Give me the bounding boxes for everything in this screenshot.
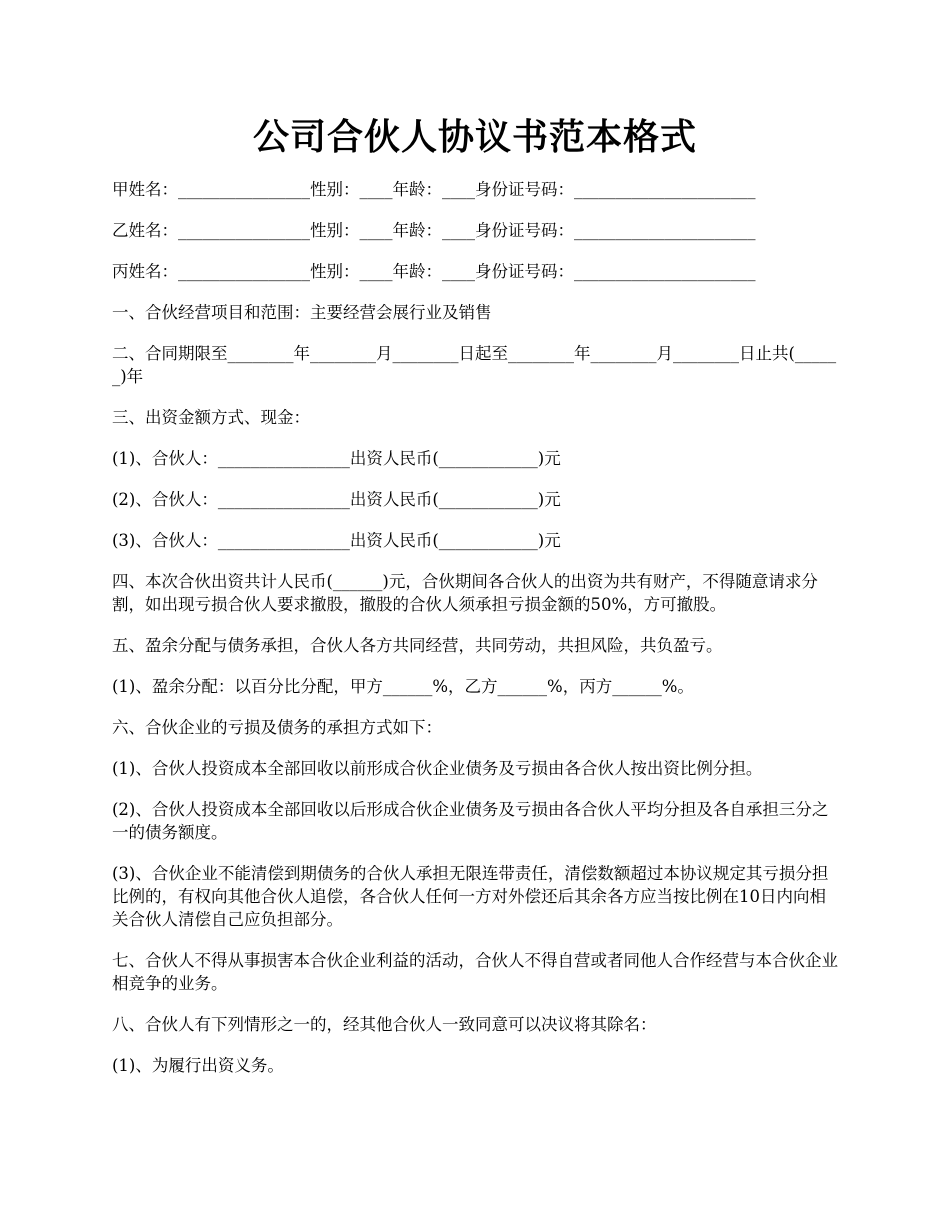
document-title: 公司合伙人协议书范本格式 bbox=[252, 116, 697, 158]
clause-7-non-compete: 七、合伙人不得从事损害本合伙企业利益的活动，合伙人不得自营或者同他人合作经营与本合伙企业相竞争的业务。 bbox=[112, 951, 838, 993]
loss-debt-item-1: (1)、合伙人投资成本全部回收以前形成合伙企业债务及亏损由各合伙人按出资比例分担。 bbox=[112, 759, 763, 778]
clause-5-profit-debt: 五、盈余分配与债务承担，合伙人各方共同经营，共同劳动，共担风险，共负盈亏。 bbox=[112, 636, 723, 655]
contribution-item-1: (1)、合伙人：________________出资人民币(____________)元 bbox=[112, 449, 561, 468]
contribution-item-3: (3)、合伙人：________________出资人民币(____________)元 bbox=[112, 531, 561, 550]
contribution-item-2: (2)、合伙人：________________出资人民币(____________)元 bbox=[112, 490, 561, 509]
party-a-info-line: 甲姓名：________________性别：____年龄：____身份证号码：______________________ bbox=[112, 180, 756, 199]
loss-debt-item-2: (2)、合伙人投资成本全部回收以后形成合伙企业债务及亏损由各合伙人平均分担及各自承担三分之一的债务额度。 bbox=[112, 800, 829, 842]
loss-debt-item-3: (3)、合伙企业不能清偿到期债务的合伙人承担无限连带责任，清偿数额超过本协议规定其亏损分担比例的，有权向其他合伙人追偿，各合伙人任何一方对外偿还后其余各方应当按比例在10日内向相关合伙人清偿自己应负担部分。 bbox=[112, 864, 829, 929]
clause-1-business-scope: 一、合伙经营项目和范围：主要经营会展行业及销售 bbox=[112, 303, 492, 322]
clause-3-capital-contribution: 三、出资金额方式、现金： bbox=[112, 408, 310, 427]
party-c-info-line: 丙姓名：________________性别：____年龄：____身份证号码：______________________ bbox=[112, 262, 756, 281]
party-b-info-line: 乙姓名：________________性别：____年龄：____身份证号码：______________________ bbox=[112, 221, 756, 240]
clause-2-contract-term: 二、合同期限至________年________月________日起至________年________月________日止共(______)年 bbox=[112, 344, 837, 386]
clause-6-loss-debt: 六、合伙企业的亏损及债务的承担方式如下： bbox=[112, 718, 442, 737]
document-body bbox=[112, 178, 840, 1095]
clause-8-removal: 八、合伙人有下列情形之一的，经其他合伙人一致同意可以决议将其除名： bbox=[112, 1015, 657, 1034]
clause-4-total-capital: 四、本次合伙出资共计人民币(______)元，合伙期间各合伙人的出资为共有财产，不得随意请求分割，如出现亏损合伙人要求撤股，撤股的合伙人须承担亏损金额的50%，方可撤股。 bbox=[112, 572, 818, 614]
profit-distribution-item: (1)、盈余分配：以百分比分配，甲方______%，乙方______%，丙方______%。 bbox=[112, 677, 694, 696]
removal-item-1: (1)、为履行出资义务。 bbox=[112, 1056, 284, 1075]
